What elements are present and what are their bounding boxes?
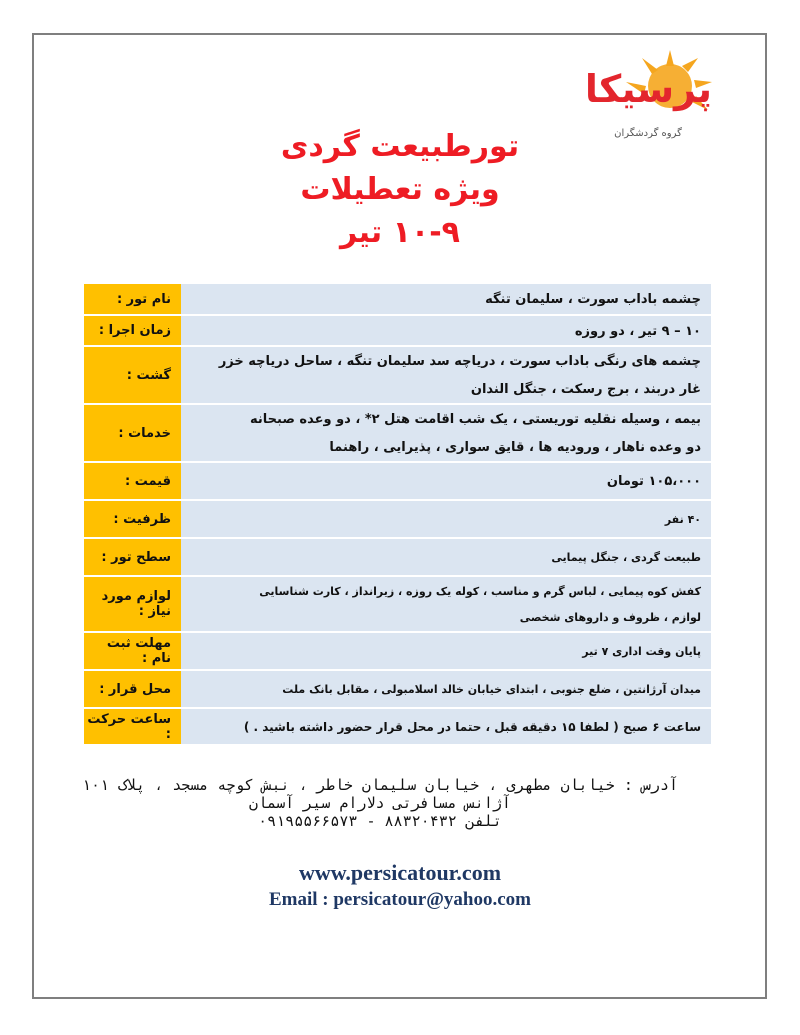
row-value: ساعت ۶ صبح ( لطفا ۱۵ دقیقه قبل ، حتما در محل قرار حضور داشته باشید . ) bbox=[181, 708, 711, 745]
address-text: آدرس : خیابان مطهری ، خیابان سلیمان خاطر ، نبش کوچه مسجد ، پلاک ۱۰۱ bbox=[81, 776, 679, 794]
row-value: چشمه باداب سورت ، سلیمان تنگه bbox=[181, 284, 711, 315]
email-link[interactable]: Email : persicatour@yahoo.com bbox=[268, 889, 531, 910]
row-value: میدان آرژانتین ، ضلع جنوبی ، ابتدای خیابان خالد اسلامبولی ، مقابل بانک ملت bbox=[181, 670, 711, 708]
row-label: سطح تور : bbox=[84, 538, 181, 576]
title-line-3: ۱۰-۹ تیر bbox=[339, 215, 460, 250]
table-row bbox=[84, 670, 711, 708]
table-row bbox=[84, 284, 711, 315]
row-value: چشمه های رنگی باداب سورت ، دریاچه سد سلیمان تنگه ، ساحل دریاچه خزر غار دربند ، برج رسکت ، جنگل الندان bbox=[181, 346, 711, 404]
row-label: محل قرار : bbox=[84, 670, 181, 708]
table-row bbox=[84, 315, 711, 346]
row-label: ظرفیت : bbox=[84, 500, 181, 538]
logo-wordmark: پرسیکا bbox=[584, 67, 712, 111]
row-label: ساعت حرکت : bbox=[84, 708, 181, 745]
row-label: قیمت : bbox=[84, 462, 181, 500]
table-row bbox=[84, 500, 711, 538]
agency-name: آژانس مسافرتی دلارام سیر آسمان bbox=[249, 794, 511, 812]
row-label: نام تور : bbox=[84, 284, 181, 315]
table-row bbox=[84, 708, 711, 745]
website-link[interactable]: www.persicatour.com bbox=[298, 860, 502, 885]
row-label: مهلت ثبت نام : bbox=[84, 632, 181, 670]
table-row bbox=[84, 538, 711, 576]
table-row bbox=[84, 346, 711, 404]
row-value: پایان وقت اداری ۷ تیر bbox=[181, 632, 711, 670]
table-row bbox=[84, 632, 711, 670]
contact-block bbox=[60, 776, 700, 830]
tour-info-table bbox=[84, 284, 711, 745]
row-value: ۱۰ – ۹ تیر ، دو روزه bbox=[181, 315, 711, 346]
logo-subtitle: گروه گردشگران bbox=[614, 128, 682, 139]
row-label: گشت : bbox=[84, 346, 181, 404]
table-row bbox=[84, 462, 711, 500]
row-value: ۱۰۵،۰۰۰ تومان bbox=[181, 462, 711, 500]
row-value: کفش کوه پیمایی ، لباس گرم و مناسب ، کوله یک روزه ، زیرانداز ، کارت شناسایی لوازم ، ظروف و داروهای شخصی bbox=[181, 576, 711, 632]
title-line-2: ویژه تعطیلات bbox=[300, 172, 500, 207]
row-label: زمان اجرا : bbox=[84, 315, 181, 346]
title-line-1: تورطبیعت گردی bbox=[280, 129, 520, 164]
row-label: خدمات : bbox=[84, 404, 181, 462]
tour-titles bbox=[170, 125, 630, 254]
row-label: لوازم مورد نیاز : bbox=[84, 576, 181, 632]
row-value: ۴۰ نفر bbox=[181, 500, 711, 538]
row-value: بیمه ، وسیله نقلیه توریستی ، یک شب اقامت هتل ۲* ، دو وعده صبحانه دو وعده ناهار ، ورودیه ها ، قایق سواری ، پذیرایی ، راهنما bbox=[181, 404, 711, 462]
table-row bbox=[84, 404, 711, 462]
phone-numbers: تلفن ۸۸۳۲۰۴۳۲ - ۰۹۱۹۵۵۶۶۵۷۳ bbox=[258, 812, 502, 830]
row-value: طبیعت گردی ، جنگل پیمایی bbox=[181, 538, 711, 576]
table-row bbox=[84, 576, 711, 632]
